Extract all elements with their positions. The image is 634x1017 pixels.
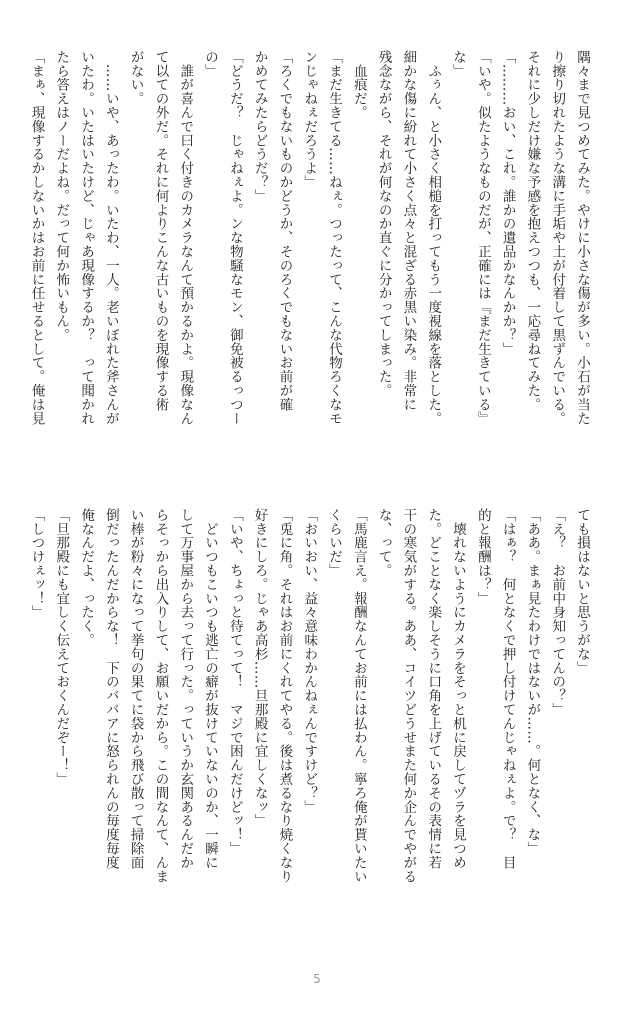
text-line: 「いや。似たようなものだが、正確には『まだ生きている』	[474, 50, 491, 426]
text-line: 「ああ。まぁ見たわけではないが……。何となく、な」	[524, 508, 541, 856]
text-line: 誰が喜んで曰く付きのカメラなんて預かるかよ。現像なん	[177, 50, 194, 426]
text-line: くらいだ」	[326, 508, 343, 578]
text-line: 「まだ生きてる……ねぇ。つったって、こんな代物ろくなモ	[326, 50, 343, 426]
text-block-bottom	[24, 508, 594, 968]
text-line: た。どことなく楽しそうに口角を上げているその表情に若	[425, 508, 442, 870]
text-line: 「まぁ、現像するかしないかはお前に任せるとして。俺は見	[28, 50, 45, 426]
text-line: 俺なんだよ、ったく。	[78, 508, 95, 647]
text-line: 「はぁ？ 何となくで押し付けてんじゃねぇよ。で？ 目	[499, 508, 516, 870]
text-line: がない。	[127, 50, 144, 106]
text-line: 「いや、ちょっと待てって！ マジで困んだけどッ！」	[226, 508, 243, 856]
text-line: ふぅん、と小さく相槌を打ってもう一度視線を落とした。	[425, 50, 442, 426]
text-line: て以ての外だ。それに何よりこんな古いものを現像する術	[152, 50, 169, 412]
text-line: の」	[202, 50, 219, 78]
text-line: たら答えはノーだよね。だって何か怖いもん。	[53, 50, 70, 342]
text-line: り擦り切れたような溝に手垢や土が付着して黒ずんでいる。	[549, 50, 566, 426]
text-line: い棒が粉々になって挙句の果てに袋から飛び散って掃除面	[127, 508, 144, 870]
text-line: な、って。	[375, 508, 392, 578]
text-line: ても損はないと思うがな」	[574, 508, 590, 675]
text-line: それに少しだけ嫌な予感を抱えつつも、一応尋ねてみた。	[524, 50, 541, 412]
text-line: 隅々まで見つめてみた。やけに小さな傷が多い。小石が当た	[574, 50, 590, 426]
page-number: 5	[313, 972, 321, 986]
text-block-top	[24, 50, 594, 480]
text-line: して万事屋から去って行った。っていうか玄関あるんだか	[177, 508, 194, 870]
text-line: 「ろくでもないものかどうか、そのろくでもないお前が確	[276, 50, 293, 412]
text-line: 「どうだ？ じゃねぇよ。ンな物騒なモン、御免被るっつー	[226, 50, 243, 426]
text-line: 残念ながら、それが何なのか直ぐに分かってしまった。	[375, 50, 392, 398]
text-line: 「おいおい、益々意味わかんねぇんですけど？」	[301, 508, 318, 814]
text-line: かめてみたらどうだ？」	[251, 50, 268, 203]
text-line: 倒だったんだからな！ 下のババアに怒られんの毎度毎度	[102, 508, 119, 870]
text-line: 細かな傷に紛れて小さく点々と混ざる赤黒い染み。非常に	[400, 50, 417, 412]
text-line: ンじゃねぇだろうよ」	[301, 50, 318, 189]
text-line: 壊れないようにカメラをそっと机に戻してヅラを見つめ	[450, 508, 467, 870]
text-line: 好きにしろ。じゃあ高杉……旦那殿に宜しくなッ」	[251, 508, 268, 828]
text-line: 「旦那殿にも宜しく伝えておくんだぞー！」	[53, 508, 70, 786]
text-line: 「え？ お前中身知ってんの？」	[549, 508, 566, 717]
text-line: らそっから出入りして、お願いだから。この間なんて、んま	[152, 508, 169, 884]
text-line: 的と報酬は？」	[474, 508, 491, 606]
text-line: 「兎に角。それはお前にくれてやる。後は煮るなり焼くなり	[276, 508, 293, 884]
text-line: ……いや、あったわ。いたわ、一人。老いぼれた斧さんが	[102, 50, 119, 426]
text-line: 干の寒気がする。ああ、コイツどうせまた何か企んでやがる	[400, 508, 417, 884]
text-line: 「馬鹿言え。報酬なんてお前には払わん。寧ろ俺が貰いたい	[350, 508, 367, 884]
text-line: 「………おい、これ。誰かの遺品かなんかか？」	[499, 50, 516, 356]
text-line: 「しつけぇッ！」	[28, 508, 45, 620]
text-line: な」	[450, 50, 467, 78]
text-line: どいつもこいつも逃亡の癖が抜けていないのか、一瞬に	[202, 508, 219, 870]
text-line: いたわ。いたはいたけど、じゃあ現像するか？ って聞かれ	[78, 50, 95, 426]
text-line: 血痕だ。	[350, 50, 367, 120]
